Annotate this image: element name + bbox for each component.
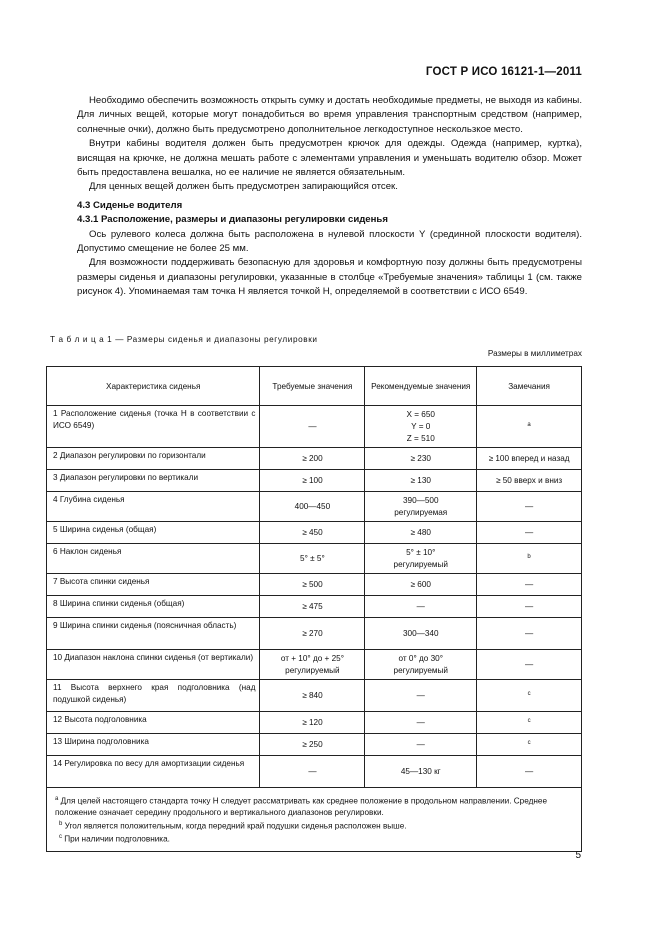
table-cell-c1: 1 Расположение сиденья (точка H в соответствии с ИСО 6549) [47, 406, 260, 448]
table-row [47, 470, 582, 492]
table-cell-c2: ≥ 250 [260, 734, 365, 756]
table-row [47, 756, 582, 788]
paragraph: Для возможности поддерживать безопасную для здоровья и комфортную позу должны быть предусмотрены размеры сиденья и диапазоны регулировки, указанные в столбце «Требуемые значения» таблицы 1 (см. также рисунок 4). Упоминаемая там точка H является точкой H, определяемой в соответствии с ИСО 6549. [77, 257, 582, 298]
table-cell-c3: ≥ 230 [365, 448, 477, 470]
table-cell-c1: 7 Высота спинки сиденья [47, 574, 260, 596]
paragraph: Для ценных вещей должен быть предусмотрен запирающийся отсек. [89, 181, 398, 193]
table-cell-c1: 10 Диапазон наклона спинки сиденья (от вертикали) [47, 650, 260, 680]
table-cell-c2: ≥ 840 [260, 680, 365, 712]
table-row [47, 596, 582, 618]
table-caption: Т а б л и ц а 1 — Размеры сиденья и диапазоны регулировки [50, 335, 318, 344]
table-cell-c1: 9 Ширина спинки сиденья (поясничная область) [47, 618, 260, 650]
table-row [47, 406, 582, 448]
table-cell-c3: 390—500 регулируемая [365, 492, 477, 522]
table-footnote: $^c$ При наличии подголовника. [59, 833, 170, 844]
table-cell-c2: ≥ 120 [260, 712, 365, 734]
table-cell-c2: ≥ 450 [260, 522, 365, 544]
table-cell-c4: — [477, 618, 582, 650]
section-heading-4-3: 4.3 Сиденье водителя [77, 199, 183, 211]
table-notes [47, 788, 582, 852]
table-cell-c4: — [477, 574, 582, 596]
table-cell-c4: — [477, 650, 582, 680]
table-header-row [47, 367, 582, 406]
table-cell-c1: 2 Диапазон регулировки по горизонтали [47, 448, 260, 470]
table-cell-c3: от 0° до 30° регулируемый [365, 650, 477, 680]
table-row [47, 544, 582, 574]
seat-dimensions-table [46, 366, 582, 852]
table-cell-c2: от + 10° до + 25° регулируемый [260, 650, 365, 680]
table-row [47, 618, 582, 650]
table-row [47, 650, 582, 680]
table-row [47, 448, 582, 470]
table-cell-c1: 6 Наклон сиденья [47, 544, 260, 574]
table-cell-c4: c [477, 680, 582, 712]
document-header: ГОСТ Р ИСО 16121-1—2011 [425, 66, 582, 78]
table-cell-c4: c [477, 734, 582, 756]
table-cell-c1: 5 Ширина сиденья (общая) [47, 522, 260, 544]
paragraph: Необходимо обеспечить возможность открыть сумку и достать необходимые предметы, не выходя из кабины. Для личных вещей, которые могут понадобиться во время управления транспортным средством (например, солнечные очки), должно быть предусмотрено дополнительное легкодоступное нескользкое место. [77, 95, 582, 135]
table-cell-c4: — [477, 596, 582, 618]
table-cell-c2: ≥ 200 [260, 448, 365, 470]
table-cell-c1: 3 Диапазон регулировки по вертикали [47, 470, 260, 492]
table-cell-c4: ≥ 50 вверх и вниз [477, 470, 582, 492]
table-cell-c3: 300—340 [365, 618, 477, 650]
section-heading-4-3-1: 4.3.1 Расположение, размеры и диапазоны регулировки сиденья [77, 214, 388, 226]
table-cell-c1: 14 Регулировка по весу для амортизации сиденья [47, 756, 260, 788]
table-cell-c1: 4 Глубина сиденья [47, 492, 260, 522]
intro-text [77, 94, 582, 300]
table-footnote: $^b$ Угол является положительным, когда передний край подушки сиденья расположен выше. [59, 820, 407, 831]
table-cell-c3: X = 650 Y = 0 Z = 510 [365, 406, 477, 448]
table-cell-c4: c [477, 712, 582, 734]
table-cell-c2: 400—450 [260, 492, 365, 522]
header-required: Требуемые значения [260, 367, 365, 406]
table-row [47, 522, 582, 544]
paragraph: Внутри кабины водителя должен быть предусмотрен крючок для одежды. Одежда (например, куртка), висящая на крючке, не должна мешать работе с элементами управления и уменьшать водителю обзор. Может быть предоставлена вешалка, но ее наличие не является обязательным. [77, 138, 582, 179]
header-recommended: Рекомендуемые значения [365, 367, 477, 406]
table-cell-c3: ≥ 480 [365, 522, 477, 544]
table-cell-c2: ≥ 100 [260, 470, 365, 492]
table-cell-c1: 13 Ширина подголовника [47, 734, 260, 756]
table-cell-c3: — [365, 734, 477, 756]
table-cell-c1: 8 Ширина спинки сиденья (общая) [47, 596, 260, 618]
table-cell-c2: 5° ± 5° [260, 544, 365, 574]
table-cell-c4: a [477, 406, 582, 448]
table-row [47, 734, 582, 756]
table-row [47, 712, 582, 734]
table-cell-c4: — [477, 522, 582, 544]
table-cell-c2: ≥ 270 [260, 618, 365, 650]
table-cell-c2: ≥ 500 [260, 574, 365, 596]
table-cell-c3: 5° ± 10° регулируемый [365, 544, 477, 574]
table-cell-c3: — [365, 712, 477, 734]
table-cell-c3: — [365, 596, 477, 618]
page-number: 5 [575, 850, 581, 861]
table-cell-c4: — [477, 492, 582, 522]
table-cell-c2: — [260, 756, 365, 788]
table-row [47, 574, 582, 596]
table-footnote: $^a$ Для целей настоящего стандарта точку H следует рассматривать как среднее положение в продольном направлении. Среднее положение означает середину продольного и вертикального диапазонов регулировки. [55, 796, 548, 818]
paragraph: Ось рулевого колеса должна быть расположена в нулевой плоскости Y (срединной плоскости водителя). Допустимо смещение не более 25 мм. [77, 228, 582, 255]
table-cell-c4: ≥ 100 вперед и назад [477, 448, 582, 470]
table-cell-c4: b [477, 544, 582, 574]
table-cell-c3: ≥ 600 [365, 574, 477, 596]
header-characteristic: Характеристика сиденья [47, 367, 260, 406]
table-row [47, 680, 582, 712]
table-cell-c4: — [477, 756, 582, 788]
table-cell-c3: ≥ 130 [365, 470, 477, 492]
table-cell-c2: — [260, 406, 365, 448]
table-notes-row [47, 788, 582, 852]
table-cell-c2: ≥ 475 [260, 596, 365, 618]
header-remarks: Замечания [477, 367, 582, 406]
table-cell-c1: 12 Высота подголовника [47, 712, 260, 734]
table-row [47, 492, 582, 522]
units-note: Размеры в миллиметрах [487, 349, 582, 358]
table-cell-c3: — [365, 680, 477, 712]
table-cell-c3: 45—130 кг [365, 756, 477, 788]
table-cell-c1: 11 Высота верхнего края подголовника (над подушкой сиденья) [47, 680, 260, 712]
